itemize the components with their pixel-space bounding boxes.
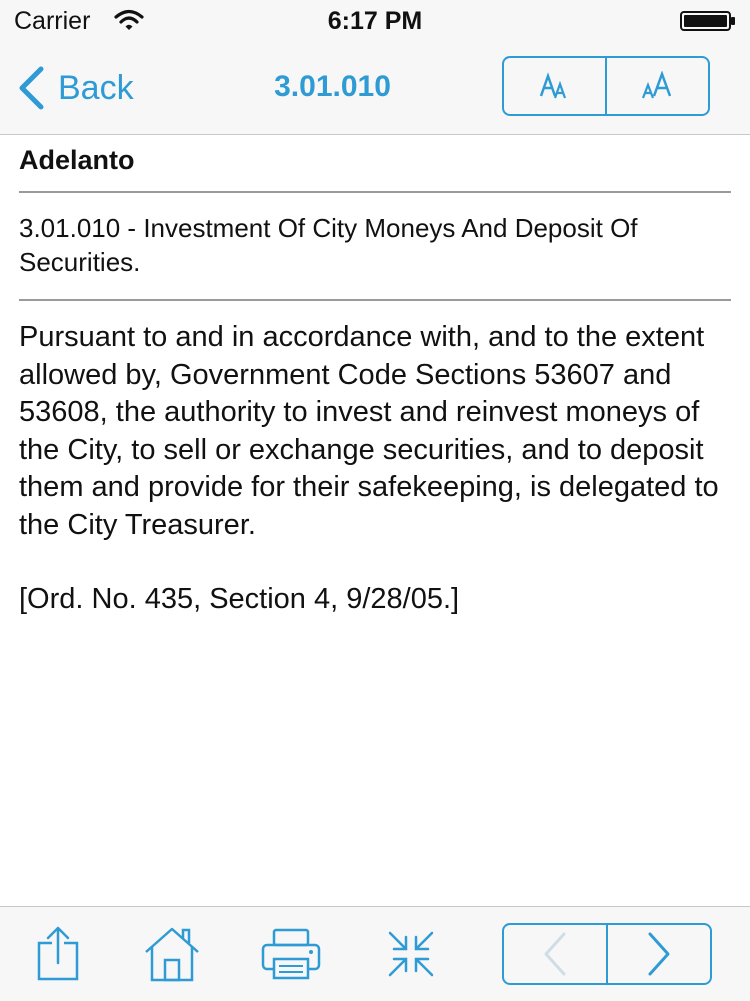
home-button[interactable] [142, 925, 202, 988]
next-section-button[interactable] [606, 925, 710, 983]
document-content [19, 134, 731, 619]
home-icon [142, 925, 202, 983]
print-icon [260, 927, 322, 981]
section-body: Pursuant to and in accordance with, and to the extent allowed by, Government Code Sections 53607 and 53608, the authority to invest and reinvest moneys of the City, to sell or exchange securities, and to deposit them and provide for their safekeeping, is delegated to the City Treasurer. [19, 321, 719, 541]
chevron-right-icon [644, 931, 674, 977]
navigation-bar [0, 42, 750, 135]
section-navigation-control [502, 923, 712, 985]
section-title: 3.01.010 - Investment Of City Moneys And Deposit Of Securities. [19, 213, 638, 277]
share-button[interactable] [34, 925, 82, 988]
font-increase-button[interactable] [605, 58, 708, 114]
share-icon [34, 925, 82, 983]
back-label: Back [58, 68, 134, 107]
font-decrease-button[interactable] [504, 58, 605, 114]
font-size-decrease-icon [538, 71, 572, 101]
code-name: Adelanto [19, 145, 135, 175]
previous-section-button[interactable] [504, 925, 606, 983]
collapse-icon [386, 929, 436, 979]
battery-full-icon [680, 11, 736, 31]
status-time: 6:17 PM [327, 7, 423, 35]
font-size-increase-icon [641, 71, 675, 101]
ordinance-reference: [Ord. No. 435, Section 4, 9/28/05.] [19, 583, 460, 615]
divider [19, 299, 731, 301]
print-button[interactable] [260, 927, 322, 986]
status-bar [0, 0, 750, 42]
collapse-button[interactable] [386, 929, 436, 984]
chevron-left-icon [540, 931, 570, 977]
carrier-label: Carrier [14, 7, 91, 35]
page-title: 3.01.010 [274, 70, 391, 103]
bottom-toolbar [0, 906, 750, 1001]
font-size-control [502, 56, 710, 116]
